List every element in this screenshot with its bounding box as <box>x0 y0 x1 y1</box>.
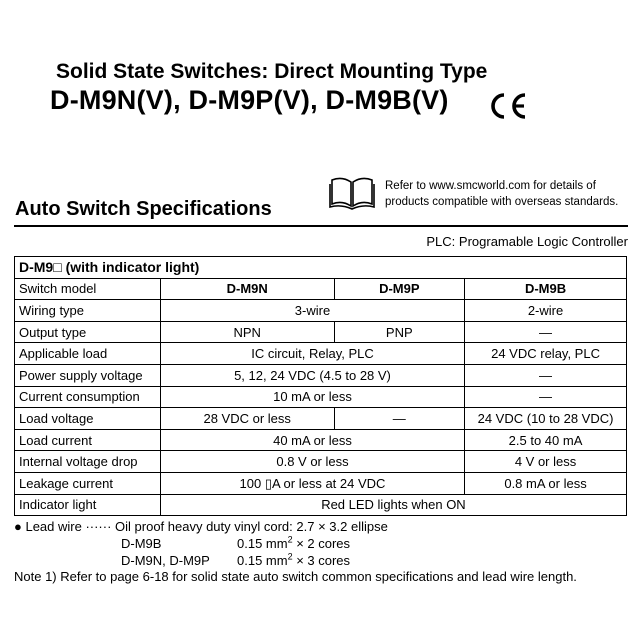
cell-value: NPN <box>160 321 334 343</box>
lead-wire-model: D-M9N, D-M9P <box>121 553 210 568</box>
section-divider <box>14 225 628 227</box>
table-row <box>15 451 627 473</box>
table-header-row <box>15 278 627 300</box>
cell-value: 24 VDC (10 to 28 VDC) <box>465 408 627 430</box>
lead-wire-notes <box>14 518 388 569</box>
cell-value: 24 VDC relay, PLC <box>465 343 627 365</box>
cell-value: — <box>465 364 627 386</box>
cell-value: 10 mA or less <box>160 386 464 408</box>
lead-wire-model: D-M9B <box>121 536 162 551</box>
row-label: Load current <box>15 429 161 451</box>
model-title: D-M9N(V), D-M9P(V), D-M9B(V) <box>50 85 449 115</box>
row-label: Internal voltage drop <box>15 451 161 473</box>
row-label: Output type <box>15 321 161 343</box>
ce-mark-icon <box>488 92 532 120</box>
cell-value: 2.5 to 40 mA <box>465 429 627 451</box>
refer-note-line-1: Refer to www.smcworld.com for details of <box>385 180 596 192</box>
table-row <box>15 472 627 494</box>
refer-note-line-2: products compatible with overseas standards. <box>385 196 619 208</box>
row-label: Applicable load <box>15 343 161 365</box>
lead-wire-value-cores: × 2 cores <box>292 536 351 551</box>
lead-wire-value-cores: × 3 cores <box>292 553 351 568</box>
lead-wire-value <box>237 535 350 552</box>
lead-wire-spec-m9b <box>14 535 388 552</box>
group-label: D-M9□ (with indicator light) <box>15 257 627 279</box>
spec-table <box>14 256 627 516</box>
book-icon <box>328 176 376 210</box>
cell-value: 5, 12, 24 VDC (4.5 to 28 V) <box>160 364 464 386</box>
lead-wire-value-unit: 0.15 mm <box>237 553 288 568</box>
cell-value: — <box>465 386 627 408</box>
header-col-m9n: D-M9N <box>160 278 334 300</box>
cell-value: — <box>334 408 465 430</box>
lead-wire-spec-m9n-m9p <box>14 552 388 569</box>
table-row <box>15 408 627 430</box>
table-row <box>15 321 627 343</box>
cell-value: — <box>465 321 627 343</box>
table-row <box>15 300 627 322</box>
page-subtitle: Solid State Switches: Direct Mounting Type <box>56 60 488 83</box>
table-row <box>15 343 627 365</box>
plc-note: PLC: Programable Logic Controller <box>426 234 628 249</box>
cell-value: 40 mA or less <box>160 429 464 451</box>
cell-value: 3-wire <box>160 300 464 322</box>
cell-value: 28 VDC or less <box>160 408 334 430</box>
cell-value: 2-wire <box>465 300 627 322</box>
lead-wire-value <box>237 552 350 569</box>
lead-wire-value-sup: 2 <box>287 551 293 562</box>
cell-value: 0.8 V or less <box>160 451 464 473</box>
row-label: Power supply voltage <box>15 364 161 386</box>
row-label: Load voltage <box>15 408 161 430</box>
refer-note <box>385 178 618 210</box>
cell-value: PNP <box>334 321 465 343</box>
cell-value: 0.8 mA or less <box>465 472 627 494</box>
lead-wire-line: ● Lead wire ······ Oil proof heavy duty vinyl cord: 2.7 × 3.2 ellipse <box>14 519 388 534</box>
header-col-m9b: D-M9B <box>465 278 627 300</box>
table-row <box>15 429 627 451</box>
cell-value: 4 V or less <box>465 451 627 473</box>
table-group-row <box>15 257 627 279</box>
header-col-m9p: D-M9P <box>334 278 465 300</box>
table-row <box>15 364 627 386</box>
header-label: Switch model <box>15 278 161 300</box>
lead-wire-value-sup: 2 <box>287 534 293 545</box>
section-heading: Auto Switch Specifications <box>15 198 272 220</box>
table-row <box>15 494 627 516</box>
cell-value: 100 ▯A or less at 24 VDC <box>160 472 464 494</box>
cell-value: IC circuit, Relay, PLC <box>160 343 464 365</box>
row-label: Current consumption <box>15 386 161 408</box>
lead-wire-value-unit: 0.15 mm <box>237 536 288 551</box>
cell-value: Red LED lights when ON <box>160 494 626 516</box>
footnote: Note 1) Refer to page 6-18 for solid state auto switch common specifications and lead wire length. <box>14 569 577 584</box>
row-label: Indicator light <box>15 494 161 516</box>
table-row <box>15 386 627 408</box>
row-label: Leakage current <box>15 472 161 494</box>
row-label: Wiring type <box>15 300 161 322</box>
